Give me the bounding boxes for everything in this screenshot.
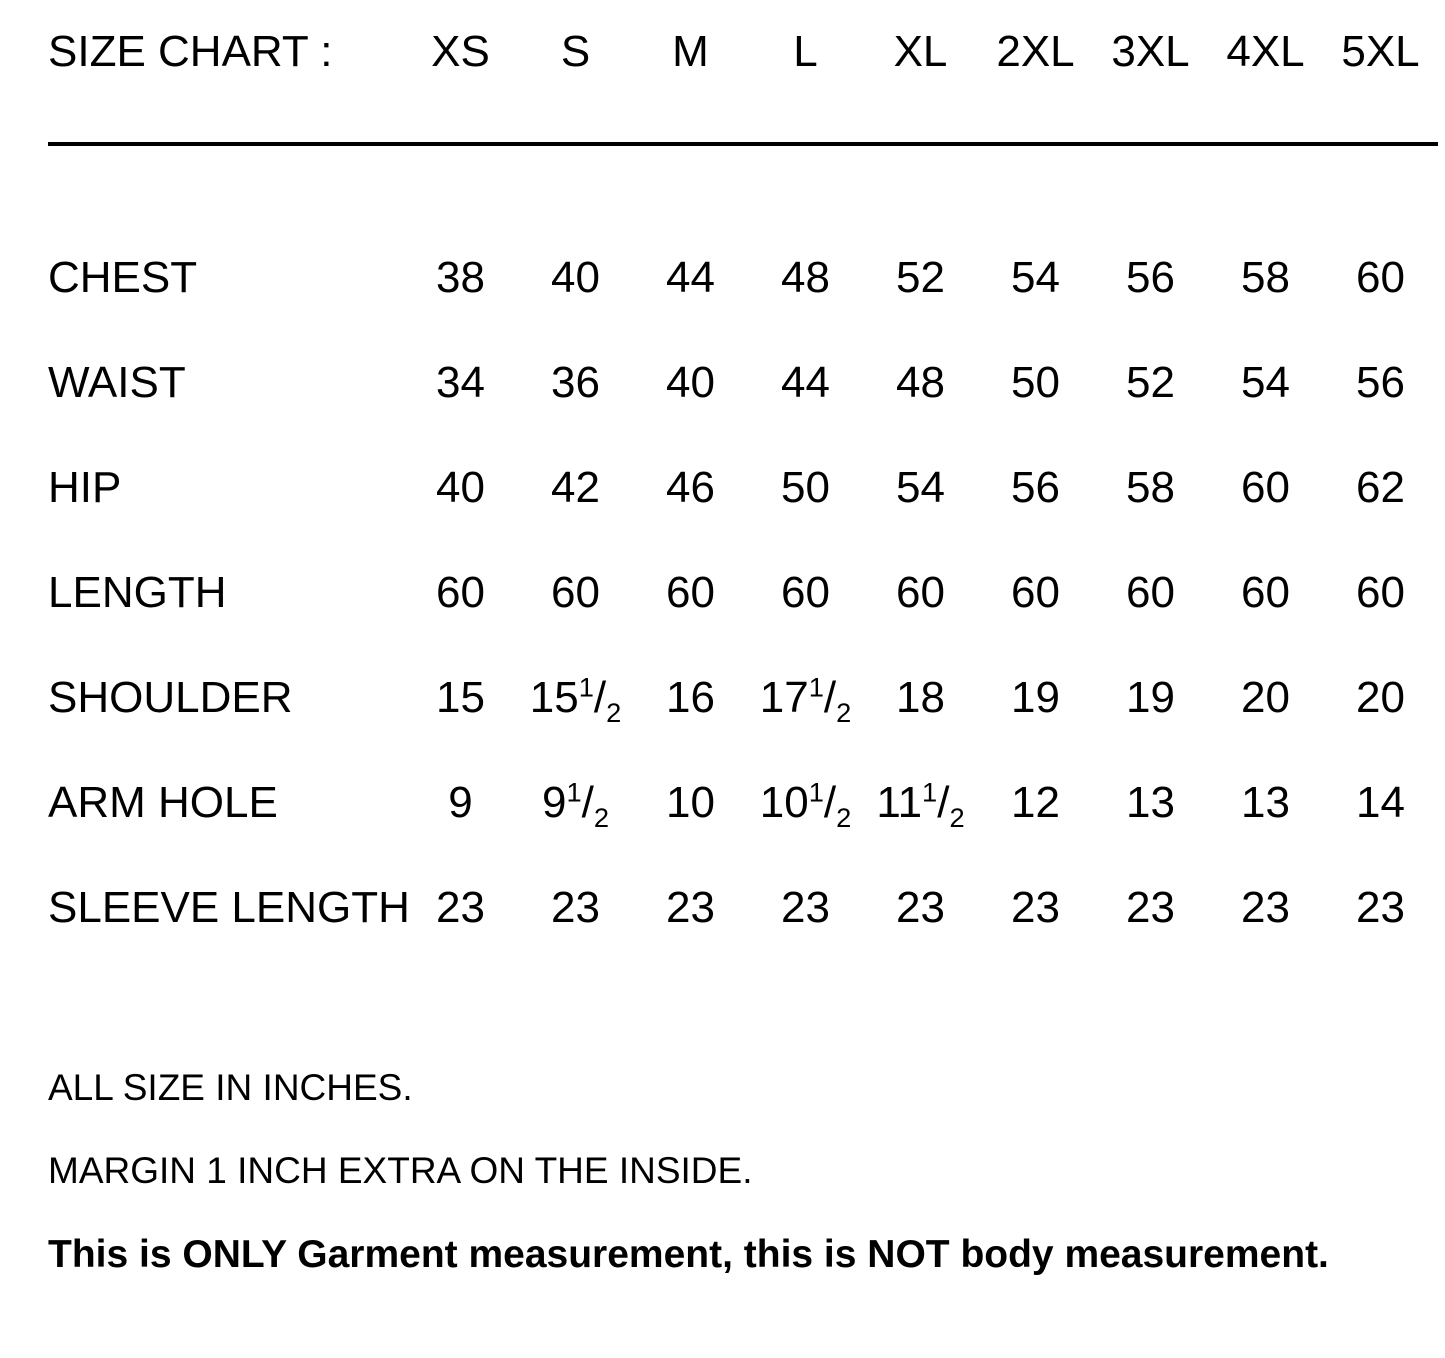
table-cell: 38: [436, 253, 485, 302]
header-spacer-row: [48, 164, 1438, 256]
table-cell: 54: [1011, 253, 1060, 302]
size-chart-table: [48, 27, 1438, 991]
table-cell: 62: [1356, 463, 1405, 512]
table-cell: 19: [1011, 673, 1060, 722]
table-cell: $10^1/_2$: [759, 776, 852, 833]
table-cell: 60: [1356, 253, 1405, 302]
row-label: SLEEVE LENGTH: [48, 883, 410, 932]
table-cell: 23: [1126, 883, 1175, 932]
column-header-s: S: [560, 27, 591, 76]
table-cell: 60: [1241, 568, 1290, 617]
table-row: [48, 886, 1438, 991]
table-cell: 34: [436, 358, 485, 407]
table-cell: 23: [1356, 883, 1405, 932]
table-cell: 50: [1011, 358, 1060, 407]
table-row: [48, 361, 1438, 466]
table-cell: 60: [666, 568, 715, 617]
table-cell: 58: [1126, 463, 1175, 512]
table-cell: $9^1/_2$: [541, 776, 610, 833]
table-cell: 23: [896, 883, 945, 932]
row-label: CHEST: [48, 253, 198, 302]
table-cell: 60: [551, 568, 600, 617]
table-body: [48, 253, 1438, 991]
table-cell: 40: [436, 463, 485, 512]
table-cell: 46: [666, 463, 715, 512]
table-cell: 23: [436, 883, 485, 932]
table-cell: 48: [781, 253, 830, 302]
header-divider: [48, 142, 1438, 164]
table-cell: 48: [896, 358, 945, 407]
table-cell: 14: [1356, 778, 1405, 827]
table-row: [48, 466, 1438, 571]
row-label: LENGTH: [48, 568, 227, 617]
table-cell: 42: [551, 463, 600, 512]
table-cell: 52: [896, 253, 945, 302]
table-cell: $17^1/_2$: [759, 671, 852, 728]
column-header-m: M: [672, 27, 709, 76]
table-header: [48, 27, 1438, 256]
table-cell: 60: [436, 568, 485, 617]
table-cell: 20: [1241, 673, 1290, 722]
row-label: ARM HOLE: [48, 778, 278, 827]
table-cell: 16: [666, 673, 715, 722]
table-cell: 13: [1126, 778, 1175, 827]
table-cell: 18: [896, 673, 945, 722]
header-row: [48, 30, 1438, 142]
table-cell: 23: [781, 883, 830, 932]
table-cell: 9: [448, 778, 473, 827]
column-header-5xl: 5XL: [1341, 27, 1420, 76]
table-cell: 50: [781, 463, 830, 512]
table-row: [48, 676, 1438, 781]
note-line: ALL SIZE IN INCHES.: [48, 1067, 413, 1108]
column-header-xs: XS: [431, 27, 490, 76]
row-label: WAIST: [48, 358, 186, 407]
table-row: [48, 781, 1438, 886]
table-cell: 60: [1126, 568, 1175, 617]
table-cell: 60: [1356, 568, 1405, 617]
table-cell: 10: [666, 778, 715, 827]
notes-section: [48, 1069, 1397, 1274]
table-row: [48, 256, 1438, 361]
page-title: SIZE CHART :: [48, 27, 333, 76]
row-label: HIP: [48, 463, 122, 512]
table-cell: 20: [1356, 673, 1405, 722]
header-spacer: [48, 164, 1438, 256]
note-line: This is ONLY Garment measurement, this is NOT body measurement.: [48, 1233, 1329, 1276]
row-label: SHOULDER: [48, 673, 293, 722]
table-cell: 44: [666, 253, 715, 302]
column-header-l: L: [793, 27, 818, 76]
table-cell: 40: [551, 253, 600, 302]
table-cell: 60: [781, 568, 830, 617]
column-header-xl: XL: [893, 27, 948, 76]
table-cell: 56: [1011, 463, 1060, 512]
table-cell: 52: [1126, 358, 1175, 407]
table-cell: 54: [896, 463, 945, 512]
table-cell: 23: [666, 883, 715, 932]
column-header-2xl: 2XL: [996, 27, 1075, 76]
table-cell: 60: [1241, 463, 1290, 512]
table-cell: $11^1/_2$: [876, 776, 965, 833]
table-cell: 36: [551, 358, 600, 407]
table-cell: 40: [666, 358, 715, 407]
table-cell: 13: [1241, 778, 1290, 827]
table-cell: 60: [896, 568, 945, 617]
table-cell: 15: [436, 673, 485, 722]
table-cell: 58: [1241, 253, 1290, 302]
table-cell: 54: [1241, 358, 1290, 407]
table-cell: 23: [551, 883, 600, 932]
table-cell: 56: [1126, 253, 1175, 302]
table-cell: 44: [781, 358, 830, 407]
table-cell: 12: [1011, 778, 1060, 827]
table-cell: 60: [1011, 568, 1060, 617]
table-cell: 23: [1011, 883, 1060, 932]
note-line: MARGIN 1 INCH EXTRA ON THE INSIDE.: [48, 1150, 753, 1191]
table-cell: 19: [1126, 673, 1175, 722]
table-cell: $15^1/_2$: [529, 671, 622, 728]
table-row: [48, 571, 1438, 676]
table-cell: 56: [1356, 358, 1405, 407]
column-header-3xl: 3XL: [1111, 27, 1190, 76]
header-divider-row: [48, 142, 1438, 164]
column-header-4xl: 4XL: [1226, 27, 1305, 76]
table-cell: 23: [1241, 883, 1290, 932]
